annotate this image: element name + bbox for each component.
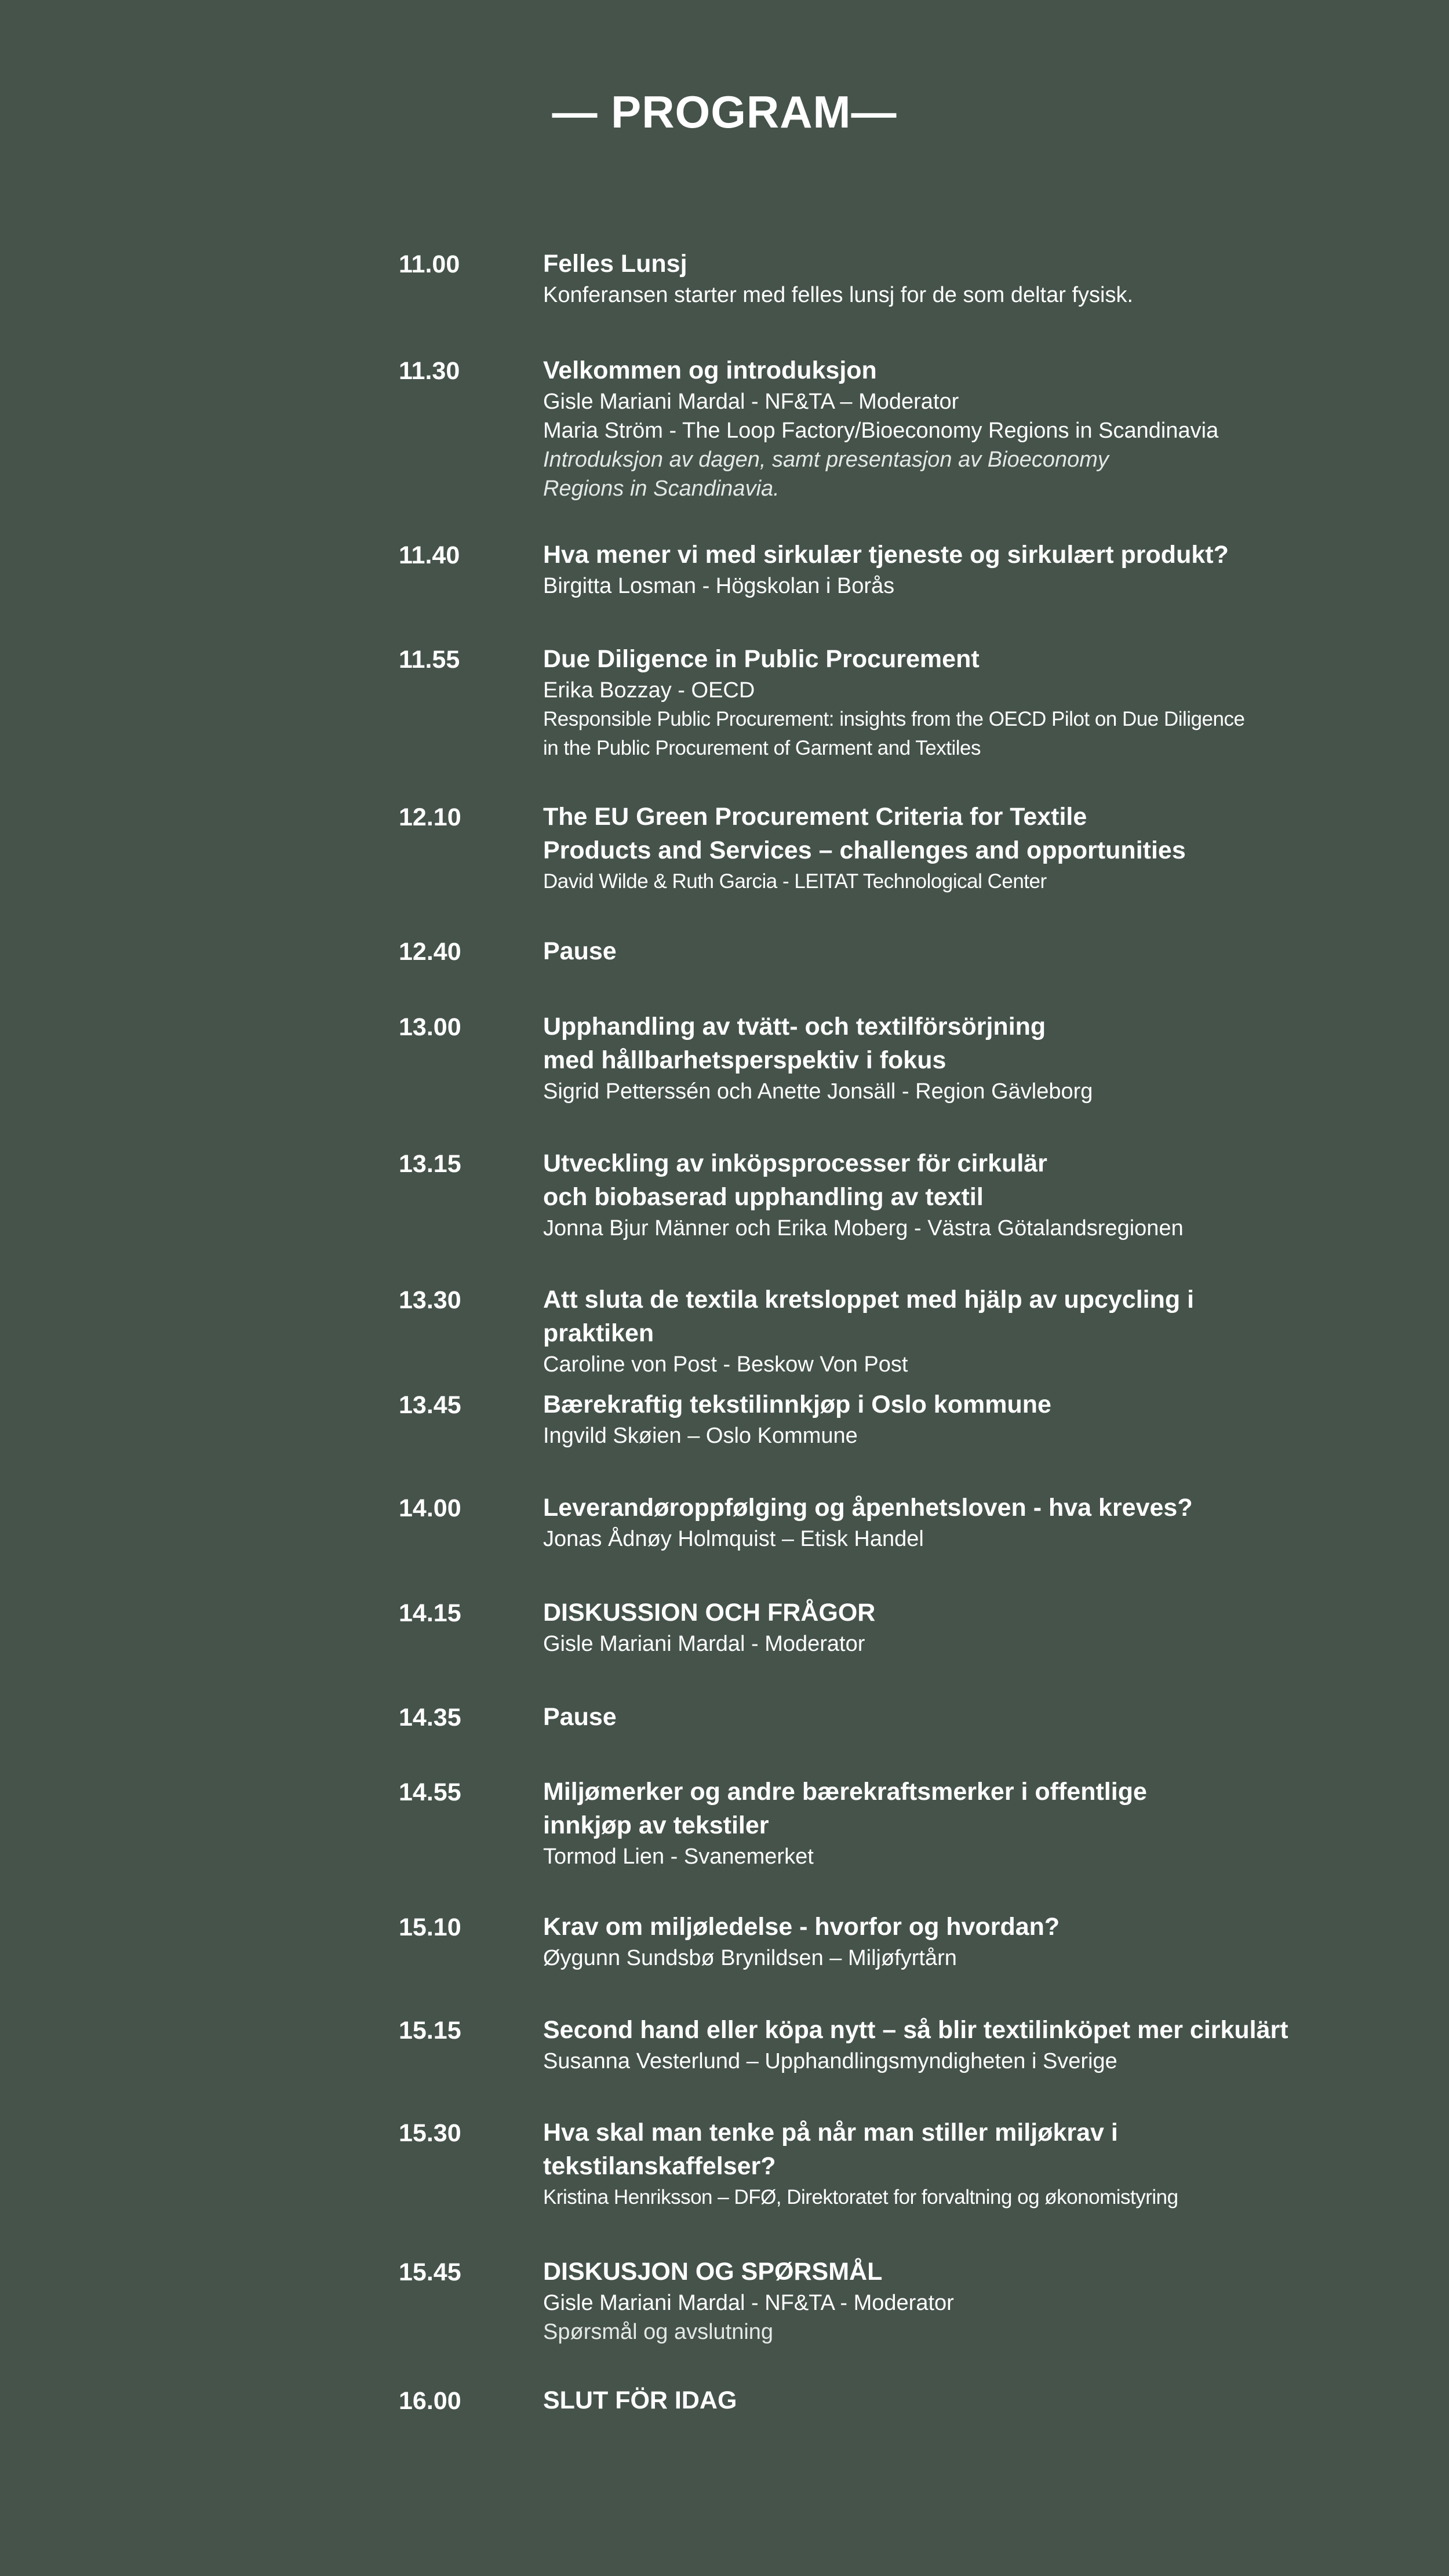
program-title: Leverandøroppfølging og åpenhetsloven - hva kreves?: [543, 1494, 1193, 1522]
program-title: Bærekraftig tekstilinnkjøp i Oslo kommune: [543, 1391, 1051, 1418]
program-time: 14.55: [399, 1778, 461, 1806]
program-description: Kristina Henriksson – DFØ, Direktoratet for forvaltning og økonomistyring: [543, 2186, 1178, 2208]
program-time: 16.00: [399, 2387, 461, 2415]
program-time: 13.00: [399, 1013, 461, 1041]
page-title: — PROGRAM—: [552, 86, 897, 137]
program-description: in the Public Procurement of Garment and Textiles: [543, 737, 981, 759]
program-title: med hållbarhetsperspektiv i fokus: [543, 1046, 946, 1074]
program-title: tekstilanskaffelser?: [543, 2152, 776, 2180]
program-title: Felles Lunsj: [543, 250, 687, 278]
program-content: [543, 2384, 1297, 2417]
program-content: [543, 642, 1297, 763]
program-content: [543, 247, 1297, 310]
program-content: [543, 538, 1297, 601]
program-time: 14.15: [399, 1599, 461, 1627]
program-title: innkjøp av tekstiler: [543, 1811, 769, 1839]
program-time: 12.10: [399, 803, 461, 831]
program-speaker: Jonas Ådnøy Holmquist – Etisk Handel: [543, 1527, 924, 1551]
program-content: [543, 1910, 1297, 1973]
program-time: 15.10: [399, 1913, 461, 1941]
program-speaker: Sigrid Petterssén och Anette Jonsäll - Region Gävleborg: [543, 1079, 1093, 1104]
program-speaker: Jonna Bjur Männer och Erika Moberg - Västra Götalandsregionen: [543, 1216, 1184, 1240]
program-content: [543, 1283, 1297, 1379]
program-title: Pause: [543, 937, 617, 965]
program-title: Utveckling av inköpsprocesser för cirkulär: [543, 1149, 1047, 1177]
program-title: Krav om miljøledelse - hvorfor og hvordan?: [543, 1913, 1060, 1941]
program-title: DISKUSJON OG SPØRSMÅL: [543, 2258, 883, 2286]
program-content: [543, 1491, 1297, 1553]
program-time: 15.30: [399, 2119, 461, 2147]
program-description: Regions in Scandinavia.: [543, 476, 780, 501]
program-speaker: Øygunn Sundsbø Brynildsen – Miljøfyrtårn: [543, 1946, 957, 1970]
program-time: 11.00: [399, 250, 460, 278]
program-speaker: Konferansen starter med felles lunsj for de som deltar fysisk.: [543, 283, 1134, 307]
program-title: Miljømerker og andre bærekraftsmerker i offentlige: [543, 1778, 1147, 1806]
program-time: 14.00: [399, 1494, 461, 1522]
program-title: Hva mener vi med sirkulær tjeneste og sirkulært produkt?: [543, 541, 1229, 569]
program-speaker: Gisle Mariani Mardal - NF&TA – Moderator: [543, 390, 959, 414]
program-time: 11.55: [399, 646, 460, 674]
program-content: [543, 1775, 1297, 1871]
program-content: [543, 1596, 1297, 1658]
program-title: The EU Green Procurement Criteria for Textile: [543, 803, 1087, 831]
program-title: och biobaserad upphandling av textil: [543, 1183, 984, 1211]
program-time: 14.35: [399, 1704, 461, 1731]
program-speaker: Caroline von Post - Beskow Von Post: [543, 1352, 908, 1377]
program-title: Due Diligence in Public Procurement: [543, 645, 980, 673]
program-content: [543, 2116, 1297, 2212]
program-speaker: Ingvild Skøien – Oslo Kommune: [543, 1424, 858, 1448]
program-content: [543, 800, 1297, 896]
program-content: [543, 2255, 1297, 2346]
program-content: [543, 934, 1297, 968]
program-title: Pause: [543, 1703, 617, 1731]
program-title: Hva skal man tenke på når man stiller miljøkrav i: [543, 2119, 1118, 2146]
program-time: 15.15: [399, 2017, 461, 2044]
program-speaker: Tormod Lien - Svanemerket: [543, 1844, 814, 1869]
program-speaker: Maria Ström - The Loop Factory/Bioeconomy Regions in Scandinavia: [543, 419, 1219, 443]
program-time: 11.30: [399, 357, 460, 385]
program-speaker: Susanna Vesterlund – Upphandlingsmyndigheten i Sverige: [543, 2049, 1117, 2073]
program-speaker: Gisle Mariani Mardal - NF&TA - Moderator: [543, 2291, 954, 2315]
program-speaker: Erika Bozzay - OECD: [543, 678, 755, 703]
program-title: Att sluta de textila kretsloppet med hjälp av upcycling i praktiken: [543, 1286, 1195, 1347]
program-content: [543, 1700, 1297, 1734]
program-title: DISKUSSION OCH FRÅGOR: [543, 1599, 876, 1627]
program-speaker: Birgitta Losman - Högskolan i Borås: [543, 574, 895, 598]
program-title: SLUT FÖR IDAG: [543, 2386, 737, 2414]
program-time: 13.45: [399, 1391, 461, 1419]
program-time: 13.30: [399, 1286, 461, 1314]
program-content: [543, 1388, 1297, 1450]
program-title: Velkommen og introduksjon: [543, 356, 877, 384]
program-time: 13.15: [399, 1150, 461, 1178]
program-title: Second hand eller köpa nytt – så blir textilinköpet mer cirkulärt: [543, 2016, 1288, 2044]
program-description: Spørsmål og avslutning: [543, 2320, 774, 2344]
program-content: [543, 2013, 1297, 2076]
program-description: Responsible Public Procurement: insights from the OECD Pilot on Due Diligence: [543, 708, 1245, 730]
program-time: 12.40: [399, 938, 461, 966]
program-content: [543, 1010, 1297, 1106]
program-speaker: Gisle Mariani Mardal - Moderator: [543, 1632, 865, 1656]
program-time: 11.40: [399, 541, 460, 569]
program-content: [543, 354, 1297, 503]
program-title: Upphandling av tvätt- och textilförsörjning: [543, 1013, 1046, 1040]
program-description: David Wilde & Ruth Garcia - LEITAT Technological Center: [543, 870, 1047, 893]
program-description: Introduksjon av dagen, samt presentasjon av Bioeconomy: [543, 447, 1109, 472]
program-content: [543, 1147, 1297, 1243]
program-time: 15.45: [399, 2258, 461, 2286]
program-title: Products and Services – challenges and opportunities: [543, 836, 1186, 864]
